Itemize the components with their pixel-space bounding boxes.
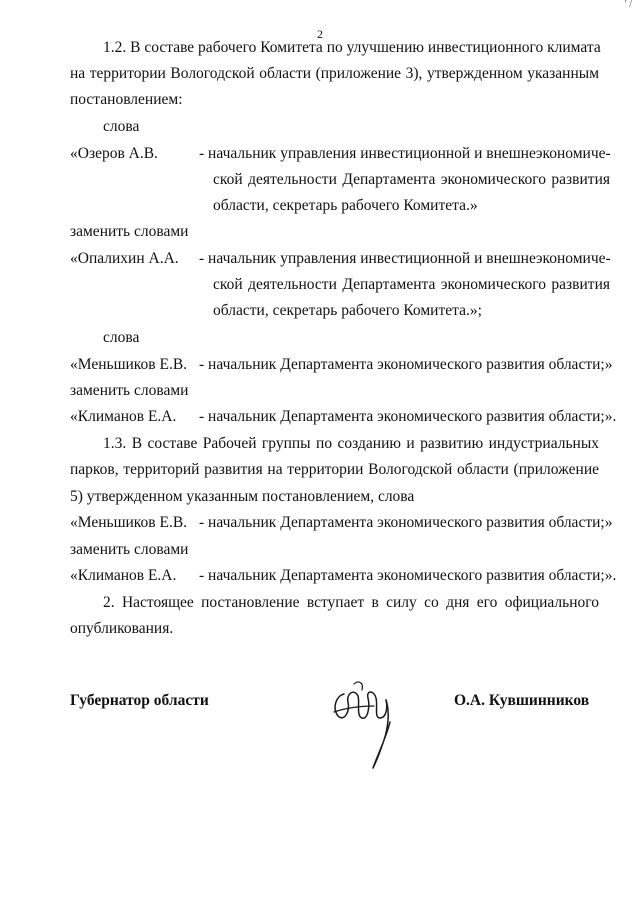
replace-phrase-3: заменить словами	[70, 541, 189, 558]
paragraph-1-3-line-1: 1.3. В составе Рабочей группы по созданию и развитию индустриальных	[103, 435, 599, 452]
replace-phrase-2: заменить словами	[70, 382, 189, 399]
new-member-name: «Опалихин А.А.	[70, 250, 179, 267]
handwritten-signature	[330, 672, 400, 772]
paragraph-1-2-line-1: 1.2. В составе рабочего Комитета по улучшению инвестиционного климата	[103, 39, 601, 56]
old-member-position-2: - начальник Департамента экономического развития области;»	[199, 356, 613, 373]
new-member-position-line-1: - начальник управления инвестиционной и внешнеэкономиче-	[199, 250, 611, 267]
old-member-position-line-3: области, секретарь рабочего Комитета.»	[213, 197, 478, 214]
paragraph-2-line-2: опубликования.	[70, 620, 174, 637]
corner-mark: ' /	[624, 0, 632, 10]
old-member-position-line-2: ской деятельности Департамента экономического развития	[213, 171, 610, 188]
paragraph-1-2-line-2: на территории Вологодской области (приложение 3), утвержденном указанным	[70, 65, 599, 82]
old-member-position-3: - начальник Департамента экономического развития области;»	[199, 514, 613, 531]
paragraph-2-line-1: 2. Настоящее постановление вступает в силу со дня его официального	[103, 594, 599, 611]
old-member-name-3: «Меньшиков Е.В.	[70, 514, 188, 531]
new-member-name-3: «Климанов Е.А.	[70, 567, 177, 584]
replace-phrase: заменить словами	[70, 223, 189, 240]
old-member-name: «Озеров А.В.	[70, 145, 158, 162]
signatory-title: Губернатор области	[70, 692, 209, 709]
old-member-position-line-1: - начальник управления инвестиционной и внешнеэкономиче-	[199, 145, 611, 162]
paragraph-1-3-line-2: парков, территорий развития на территории Вологодской области (приложение	[70, 461, 599, 478]
paragraph-1-3-line-3: 5) утвержденном указанным постановлением, слова	[70, 488, 415, 505]
new-member-position-3: - начальник Департамента экономического развития области;».	[199, 567, 617, 584]
page-number: 2	[317, 27, 323, 41]
word-slova-2: слова	[103, 329, 140, 346]
signatory-name: О.А. Кувшинников	[454, 692, 590, 709]
paragraph-1-2-line-3: постановлением:	[70, 91, 183, 108]
old-member-name-2: «Меньшиков Е.В.	[70, 356, 188, 373]
new-member-position-line-3: области, секретарь рабочего Комитета.»;	[213, 302, 482, 319]
word-slova: слова	[103, 118, 140, 135]
new-member-position-line-2: ской деятельности Департамента экономического развития	[213, 276, 610, 293]
new-member-position-2: - начальник Департамента экономического развития области;».	[199, 408, 617, 425]
new-member-name-2: «Климанов Е.А.	[70, 408, 177, 425]
